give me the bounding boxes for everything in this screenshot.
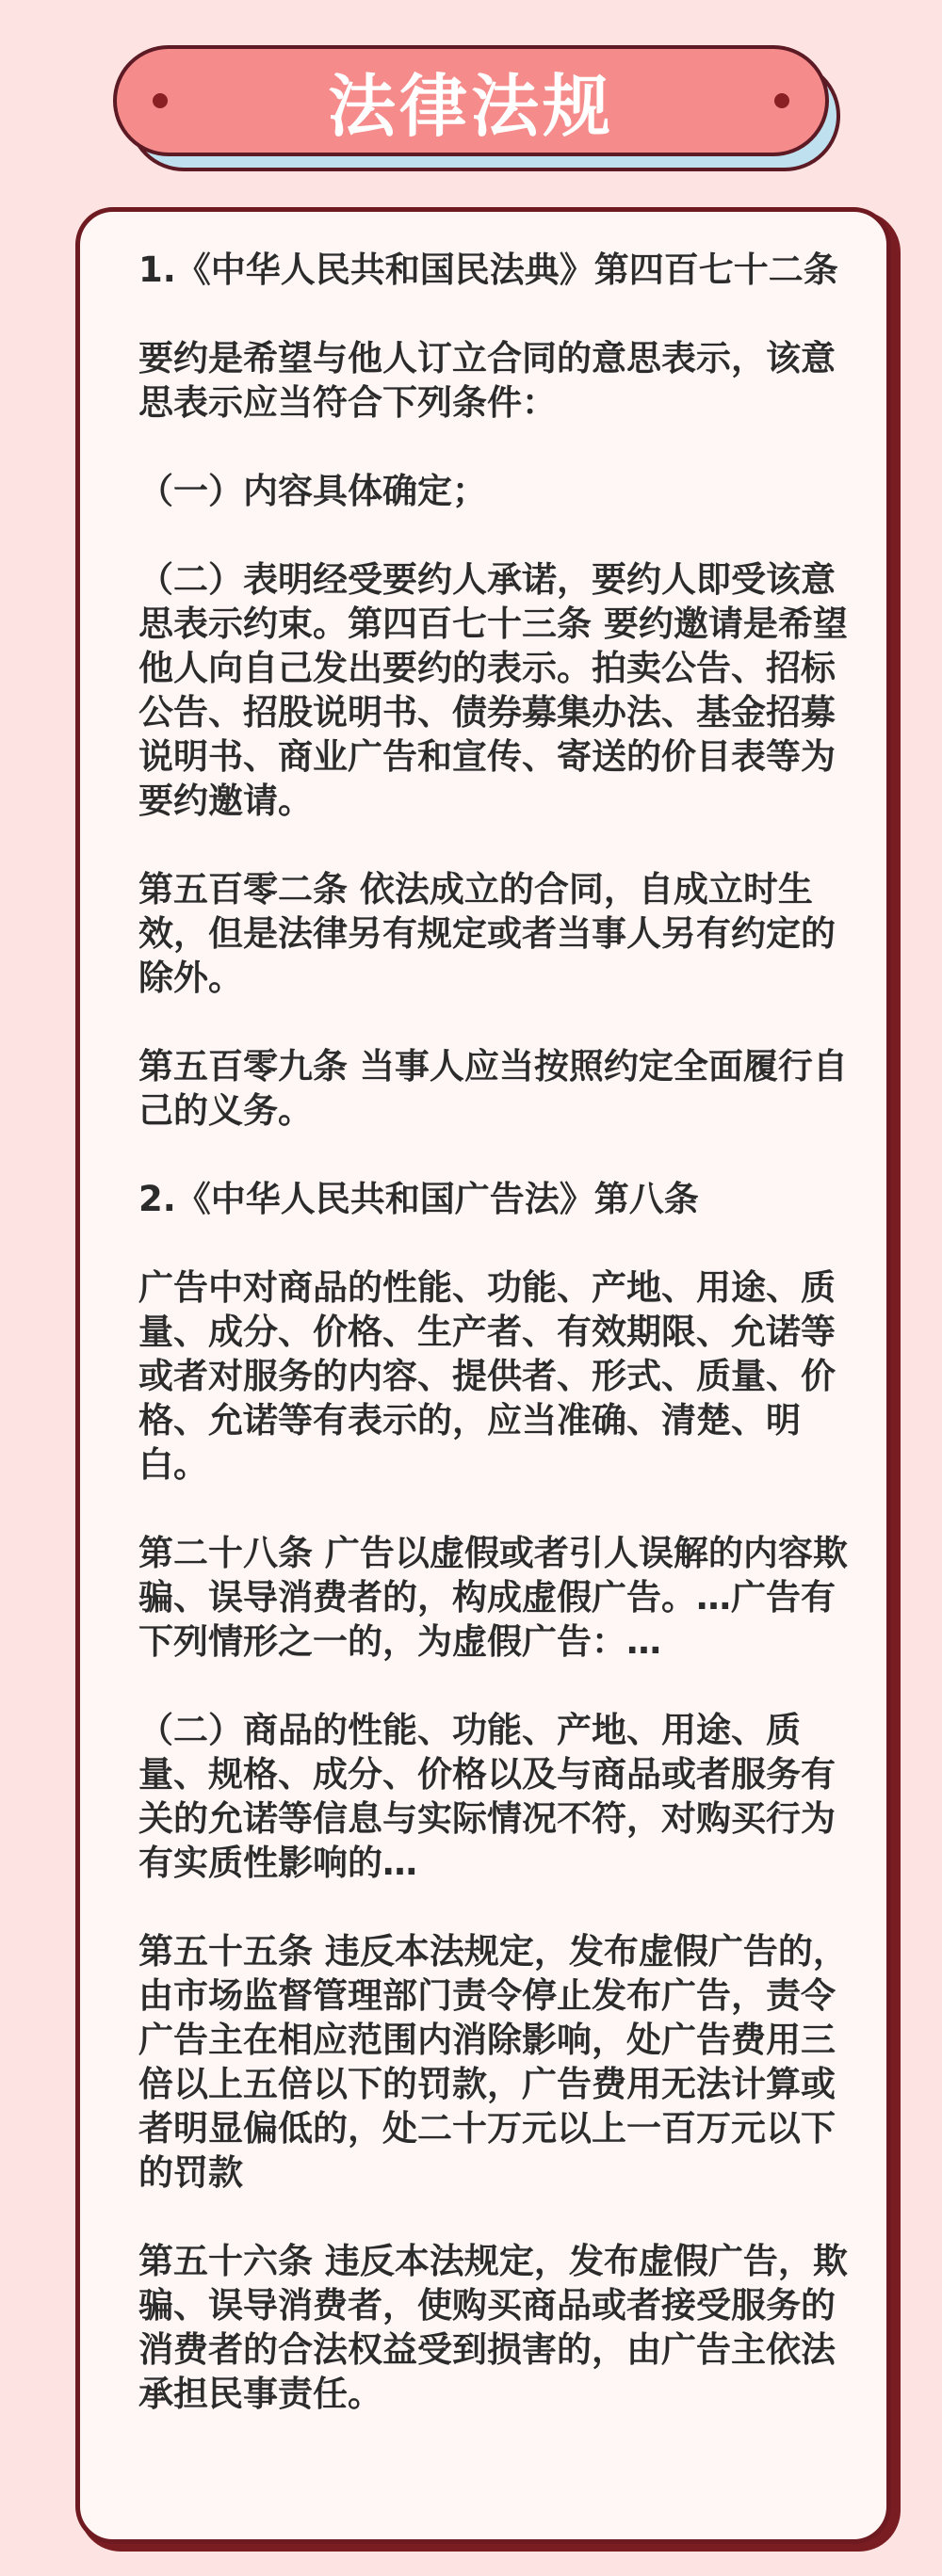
page-title: 法律法规 <box>327 67 614 146</box>
paragraph-offer-definition: 要约是希望与他人订立合同的意思表示，该意思表示应当符合下列条件： <box>138 338 836 423</box>
paragraph-article-509: 第五百零九条 当事人应当按照约定全面履行自己的义务。 <box>138 1046 848 1131</box>
right-dot-icon <box>774 93 789 108</box>
paragraph-article-28-item-two: （二）商品的性能、功能、产地、用途、质量、规格、成分、价格以及与商品或者服务有关的允诺等信息与实际情况不符，对购买行为有实质性影响的… <box>138 1710 836 1883</box>
law-text-content <box>138 248 854 2460</box>
paragraph-article-28: 第二十八条 广告以虚假或者引人误解的内容欺骗、误导消费者的，构成虚假广告。…广告有下列情形之一的，为虚假广告：… <box>138 1533 848 1662</box>
paragraph-condition-one: （一）内容具体确定； <box>138 471 487 511</box>
paragraph-article-502: 第五百零二条 依法成立的合同，自成立时生效，但是法律另有规定或者当事人另有约定的除外。 <box>138 869 836 998</box>
paragraph-advertising-law-heading: 2.《中华人民共和国广告法》第八条 <box>138 1179 699 1219</box>
paragraph-article-55: 第五十五条 违反本法规定，发布虚假广告的，由市场监督管理部门责令停止发布广告，责令广告主在相应范围内消除影响，处广告费用三倍以上五倍以下的罚款，广告费用无法计算或者明显偏低的，处二十万元以上一百万元以下的罚款 <box>138 1931 848 2193</box>
title-banner <box>113 45 829 164</box>
paragraph-article-56: 第五十六条 违反本法规定，发布虚假广告，欺骗、误导消费者，使购买商品或者接受服务的消费者的合法权益受到损害的，由广告主依法承担民事责任。 <box>138 2241 848 2414</box>
paragraph-article-8: 广告中对商品的性能、功能、产地、用途、质量、成分、价格、生产者、有效期限、允诺等或者对服务的内容、提供者、形式、质量、价格、允诺等有表示的，应当准确、清楚、明白。 <box>138 1267 836 1485</box>
paragraph-civil-code-heading: 1.《中华人民共和国民法典》第四百七十二条 <box>138 250 838 290</box>
left-dot-icon <box>153 93 168 108</box>
law-text-card <box>75 207 891 2544</box>
title-pill <box>113 45 829 156</box>
paragraph-condition-two: （二）表明经受要约人承诺，要约人即受该意思表示约束。第四百七十三条 要约邀请是希望他人向自己发出要约的表示。拍卖公告、招标公告、招股说明书、债券募集办法、基金招募说明书、商业广告和宣传、寄送的价目表等为要约邀请。 <box>138 559 848 821</box>
